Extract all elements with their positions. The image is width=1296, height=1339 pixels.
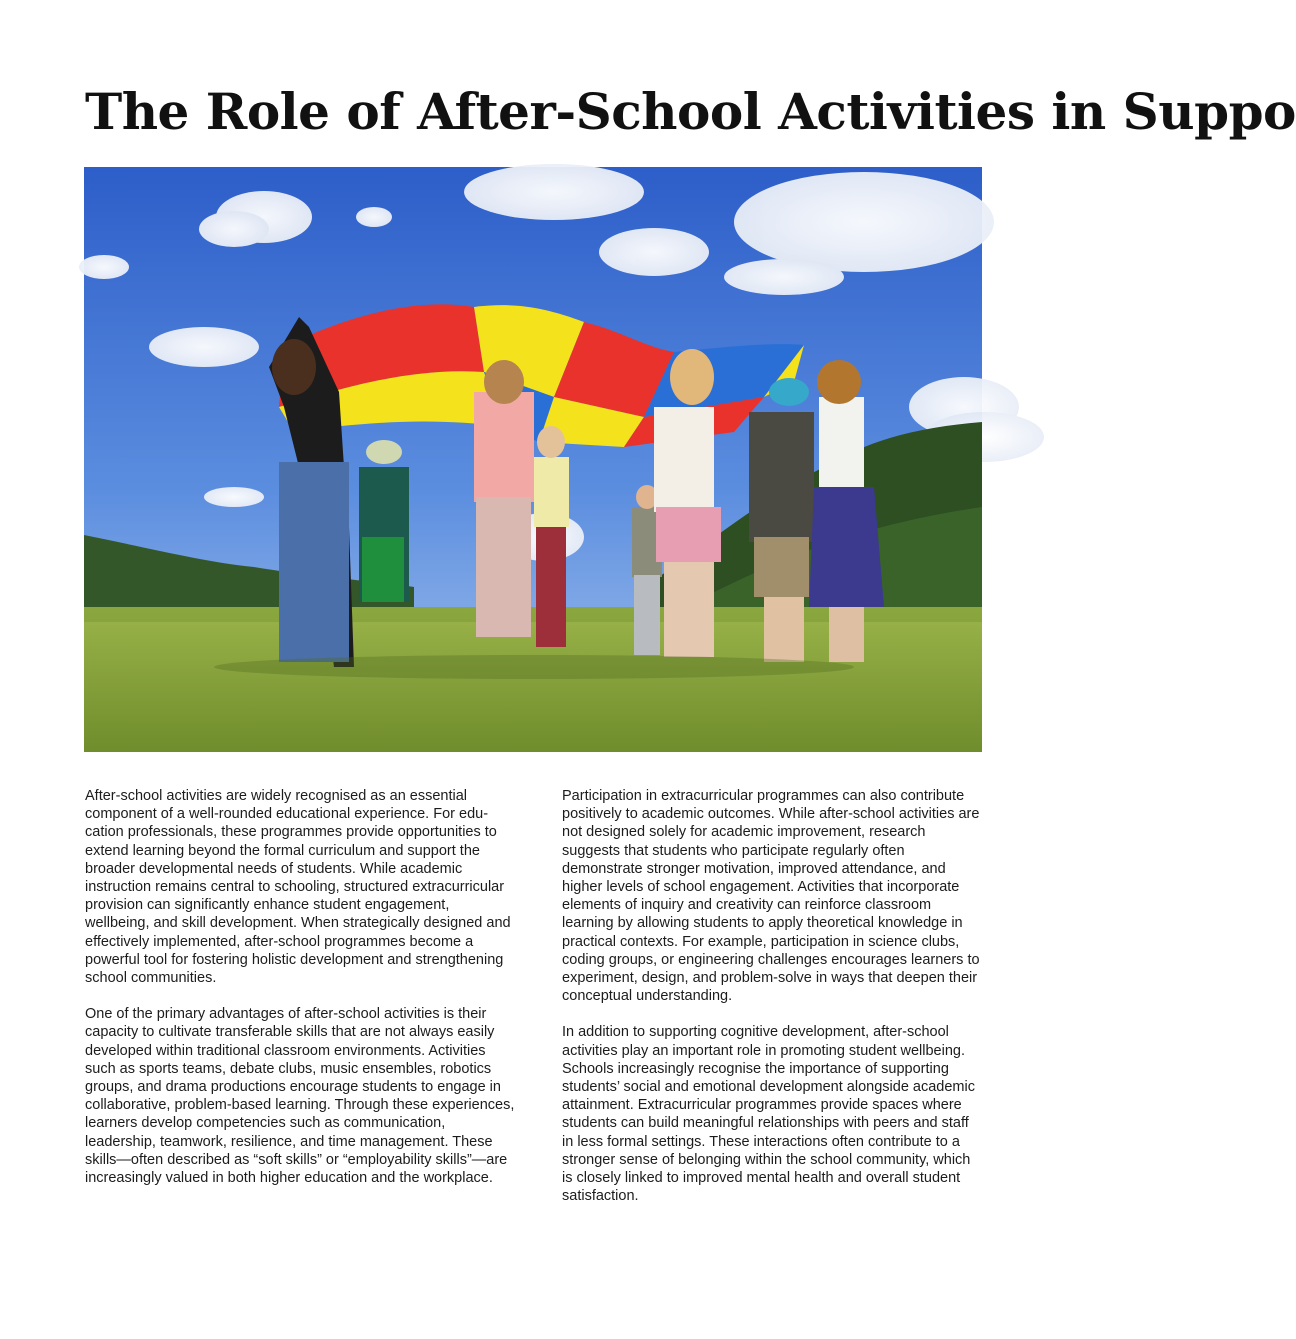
hero-image (84, 167, 982, 752)
right-column (562, 787, 982, 1223)
left-column (85, 787, 515, 1205)
paragraph: One of the primary advantages of after-school activities is their capacity to cultivate transferable skills that are not always easily developed within traditional classroom environments. Activities such as sports teams, debate clubs, music ensembles, robotics groups, and drama productions encourage students to engage in collaborative, problem-based learning. Through these experiences, learners develop competencies such as communication, leadership, teamwork, resilience, and time management. These skills—often described as “soft skills” or “employability skills”—are increasingly valued in both higher education and the workplace. (85, 1006, 515, 1187)
paragraph: In addition to supporting cognitive development, after-school activities play an important role in promoting student wellbeing. Schools increasingly recognise the importance of supporting students’ social and emotional development alongside academic attainment. Extracurricular programmes provide spaces where students can build meaningful relationships with peers and staff in less formal settings. These interactions often contribute to a stronger sense of belonging within the school community, which is closely linked to improved mental health and overall student satisfaction. (562, 1024, 975, 1205)
children-parachute-photo-icon (84, 167, 982, 752)
article-title: The Role of After-School Activities in Suppo (85, 82, 1296, 141)
paragraph: After-school activities are widely recognised as an essential component of a well-rounded educational experience. For education professionals, these programmes provide opportunities to extend learning beyond the formal curriculum and support the broader developmental needs of students. While academic instruction remains central to schooling, structured extracurricular provision can significantly enhance student engagement, wellbeing, and skill development. When strategically designed and effectively implemented, after-school programmes become a powerful tool for fostering holistic development and strengthening school communities. (85, 788, 511, 987)
paragraph: Participation in extracurricular programmes can also contribute positively to academic outcomes. While after-school activities are not designed solely for academic improvement, research suggests that students who participate regularly often demonstrate stronger motivation, improved attendance, and higher levels of school engagement. Activities that incorporate elements of inquiry and creativity can reinforce classroom learning by allowing students to apply theoretical knowledge in practical contexts. For example, participation in science clubs, coding groups, or engineering challenges encourages learners to experiment, design, and problem-solve in ways that deepen their conceptual understanding. (562, 788, 980, 1005)
